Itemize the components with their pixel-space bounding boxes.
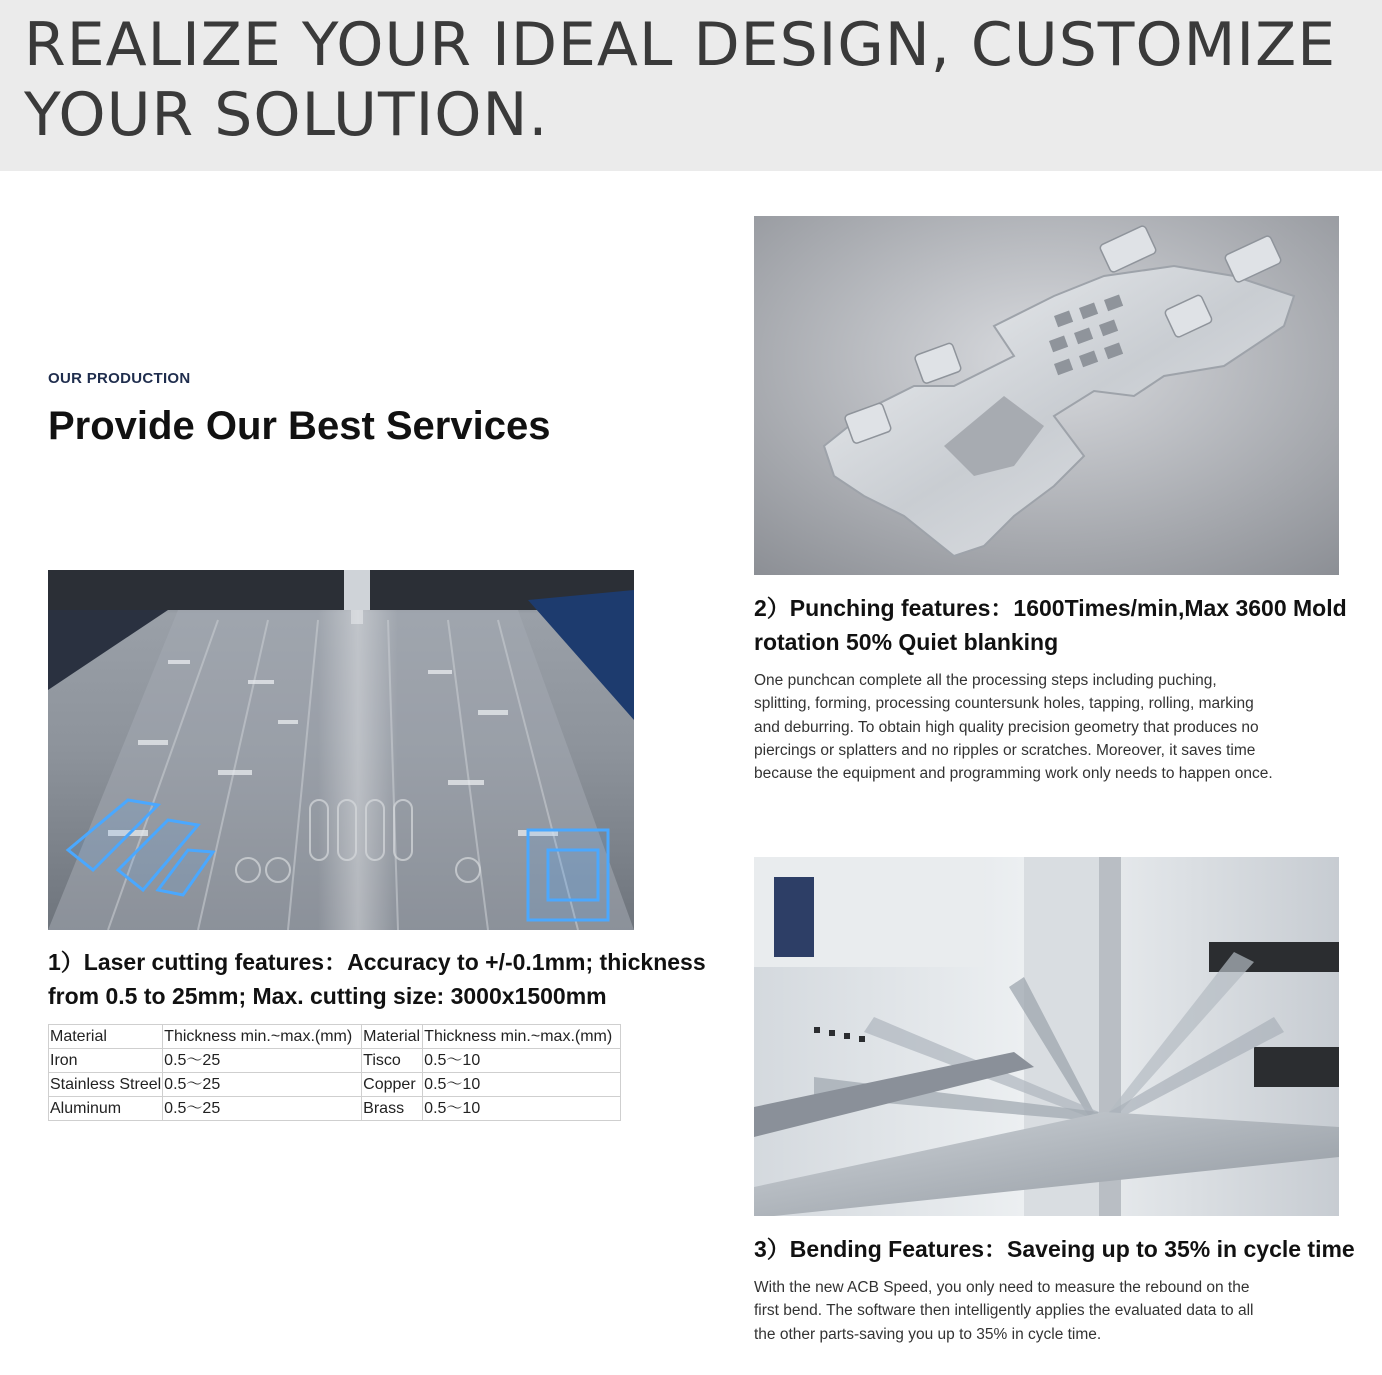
- material-table: [48, 1024, 621, 1121]
- table-header-cell: Thickness min.~max.(mm): [163, 1025, 362, 1049]
- punching-title: 2）Punching features：1600Times/min,Max 3600 Mold rotation 50% Quiet blanking: [754, 595, 1347, 655]
- bending-title: 3）Bending Features：Saveing up to 35% in cycle time: [754, 1236, 1355, 1262]
- table-header-cell: Material: [49, 1025, 163, 1049]
- table-header-cell: Material: [362, 1025, 423, 1049]
- table-header-cell: Thickness min.~max.(mm): [423, 1025, 621, 1049]
- table-cell: Stainless Streel: [49, 1073, 163, 1097]
- table-cell: 0.5～25: [163, 1097, 362, 1121]
- table-cell: Brass: [362, 1097, 423, 1121]
- table-cell: 0.5～10: [423, 1049, 621, 1073]
- table-header-row: [49, 1025, 621, 1049]
- table-cell: Tisco: [362, 1049, 423, 1073]
- punched-metal-part-photo: [754, 216, 1339, 575]
- banner-title: REALIZE YOUR IDEAL DESIGN, CUSTOMIZE YOUR SOLUTION.: [24, 10, 1337, 150]
- press-brake-bending-photo: [754, 857, 1339, 1216]
- table-cell: 0.5～25: [163, 1073, 362, 1097]
- laser-cutting-photo: [48, 570, 634, 930]
- table-cell: 0.5～25: [163, 1049, 362, 1073]
- table-cell: Aluminum: [49, 1097, 163, 1121]
- table-row: [49, 1073, 621, 1097]
- bending-description: With the new ACB Speed, you only need to measure the rebound on the first bend. The software then intelligently applies the evaluated data to all the other parts-saving you up to 35% in cycle time.: [754, 1279, 1254, 1343]
- table-cell: Iron: [49, 1049, 163, 1073]
- table-cell: 0.5～10: [423, 1097, 621, 1121]
- table-cell: 0.5～10: [423, 1073, 621, 1097]
- table-row: [49, 1049, 621, 1073]
- section-eyebrow: OUR PRODUCTION: [48, 370, 191, 387]
- laser-cutting-title: 1）Laser cutting features：Accuracy to +/-0.1mm; thickness from 0.5 to 25mm; Max. cutting size: 3000x1500mm: [48, 949, 706, 1009]
- section-headline: Provide Our Best Services: [48, 404, 551, 448]
- table-row: [49, 1097, 621, 1121]
- punching-description: One punchcan complete all the processing steps including puching, splitting, forming, processing countersunk holes, tapping, rolling, marking and deburring. To obtain high quality precision geometry that produces no piercings or splatters and no ripples or scratches. Moreover, it saves time because the equipment and programming work only needs to happen once.: [754, 672, 1273, 783]
- table-cell: Copper: [362, 1073, 423, 1097]
- page-banner: [0, 0, 1382, 171]
